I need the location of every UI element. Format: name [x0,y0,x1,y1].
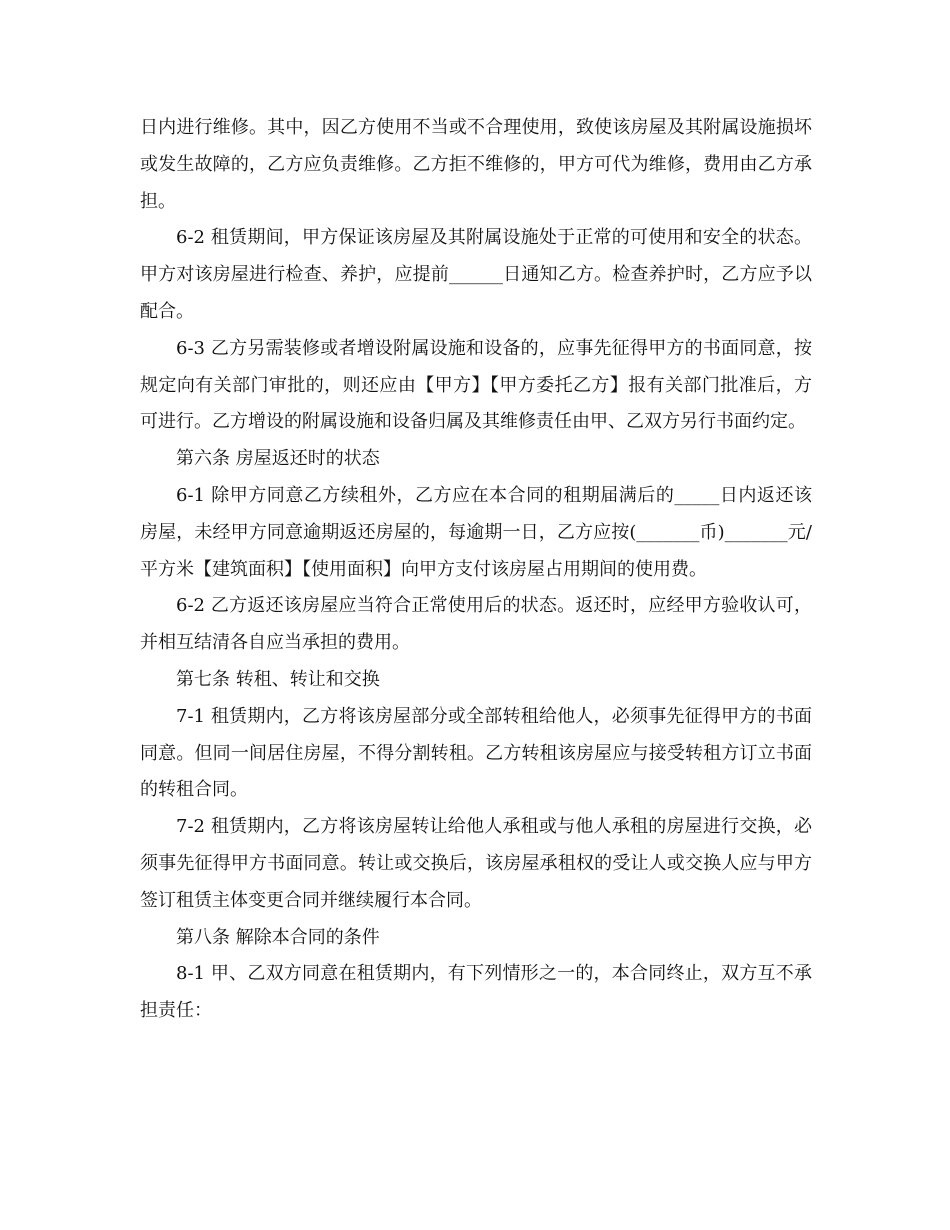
paragraph-8-1-termination: 8-1 甲、乙双方同意在租赁期内，有下列情形之一的，本合同终止，双方互不承担责任： [140,963,812,1022]
document-body [140,110,812,1030]
paragraph-repair-continued: 日内进行维修。其中，因乙方使用不当或不合理使用，致使该房屋及其附属设施损坏或发生故障的，乙方应负责维修。乙方拒不维修的，甲方可代为维修，费用由乙方承担。 [140,117,812,212]
paragraph-6-2-return-state: 6-2 乙方返还该房屋应当符合正常使用后的状态。返还时，应经甲方验收认可，并相互结清各自应当承担的费用。 [140,595,812,654]
heading-article-8: 第八条 解除本合同的条件 [176,926,380,948]
paragraph-7-2-transfer: 7-2 租赁期内，乙方将该房屋转让给他人承租或与他人承租的房屋进行交换，必须事先征得甲方书面同意。转让或交换后，该房屋承租权的受让人或交换人应与甲方签订租赁主体变更合同并继续履行本合同。 [140,816,812,911]
heading-article-7: 第七条 转租、转让和交换 [176,668,380,690]
paragraph-7-1-sublease: 7-1 租赁期内，乙方将该房屋部分或全部转租给他人，必须事先征得甲方的书面同意。但同一间居住房屋，不得分割转租。乙方转租该房屋应与接受转租方订立书面的转租合同。 [140,705,812,801]
paragraph-6-3-renovation: 6-3 乙方另需装修或者增设附属设施和设备的，应事先征得甲方的书面同意，按规定向有关部门审批的，则还应由【甲方】【甲方委托乙方】报有关部门批准后，方可进行。乙方增设的附属设施和设备归属及其维修责任由甲、乙双方另行书面约定。 [140,337,812,433]
heading-article-6: 第六条 房屋返还时的状态 [176,448,380,470]
paragraph-6-2-inspection: 6-2 租赁期间，甲方保证该房屋及其附属设施处于正常的可使用和安全的状态。甲方对该房屋进行检查、养护，应提前______日通知乙方。检查养护时，乙方应予以配合。 [140,227,812,322]
paragraph-6-1-return: 6-1 除甲方同意乙方续租外，乙方应在本合同的租期届满后的_____日内返还该房屋，未经甲方同意逾期返还房屋的，每逾期一日，乙方应按(_______币)_______元/平方米【建筑面积】【使用面积】向甲方支付该房屋占用期间的使用费。 [140,484,812,580]
